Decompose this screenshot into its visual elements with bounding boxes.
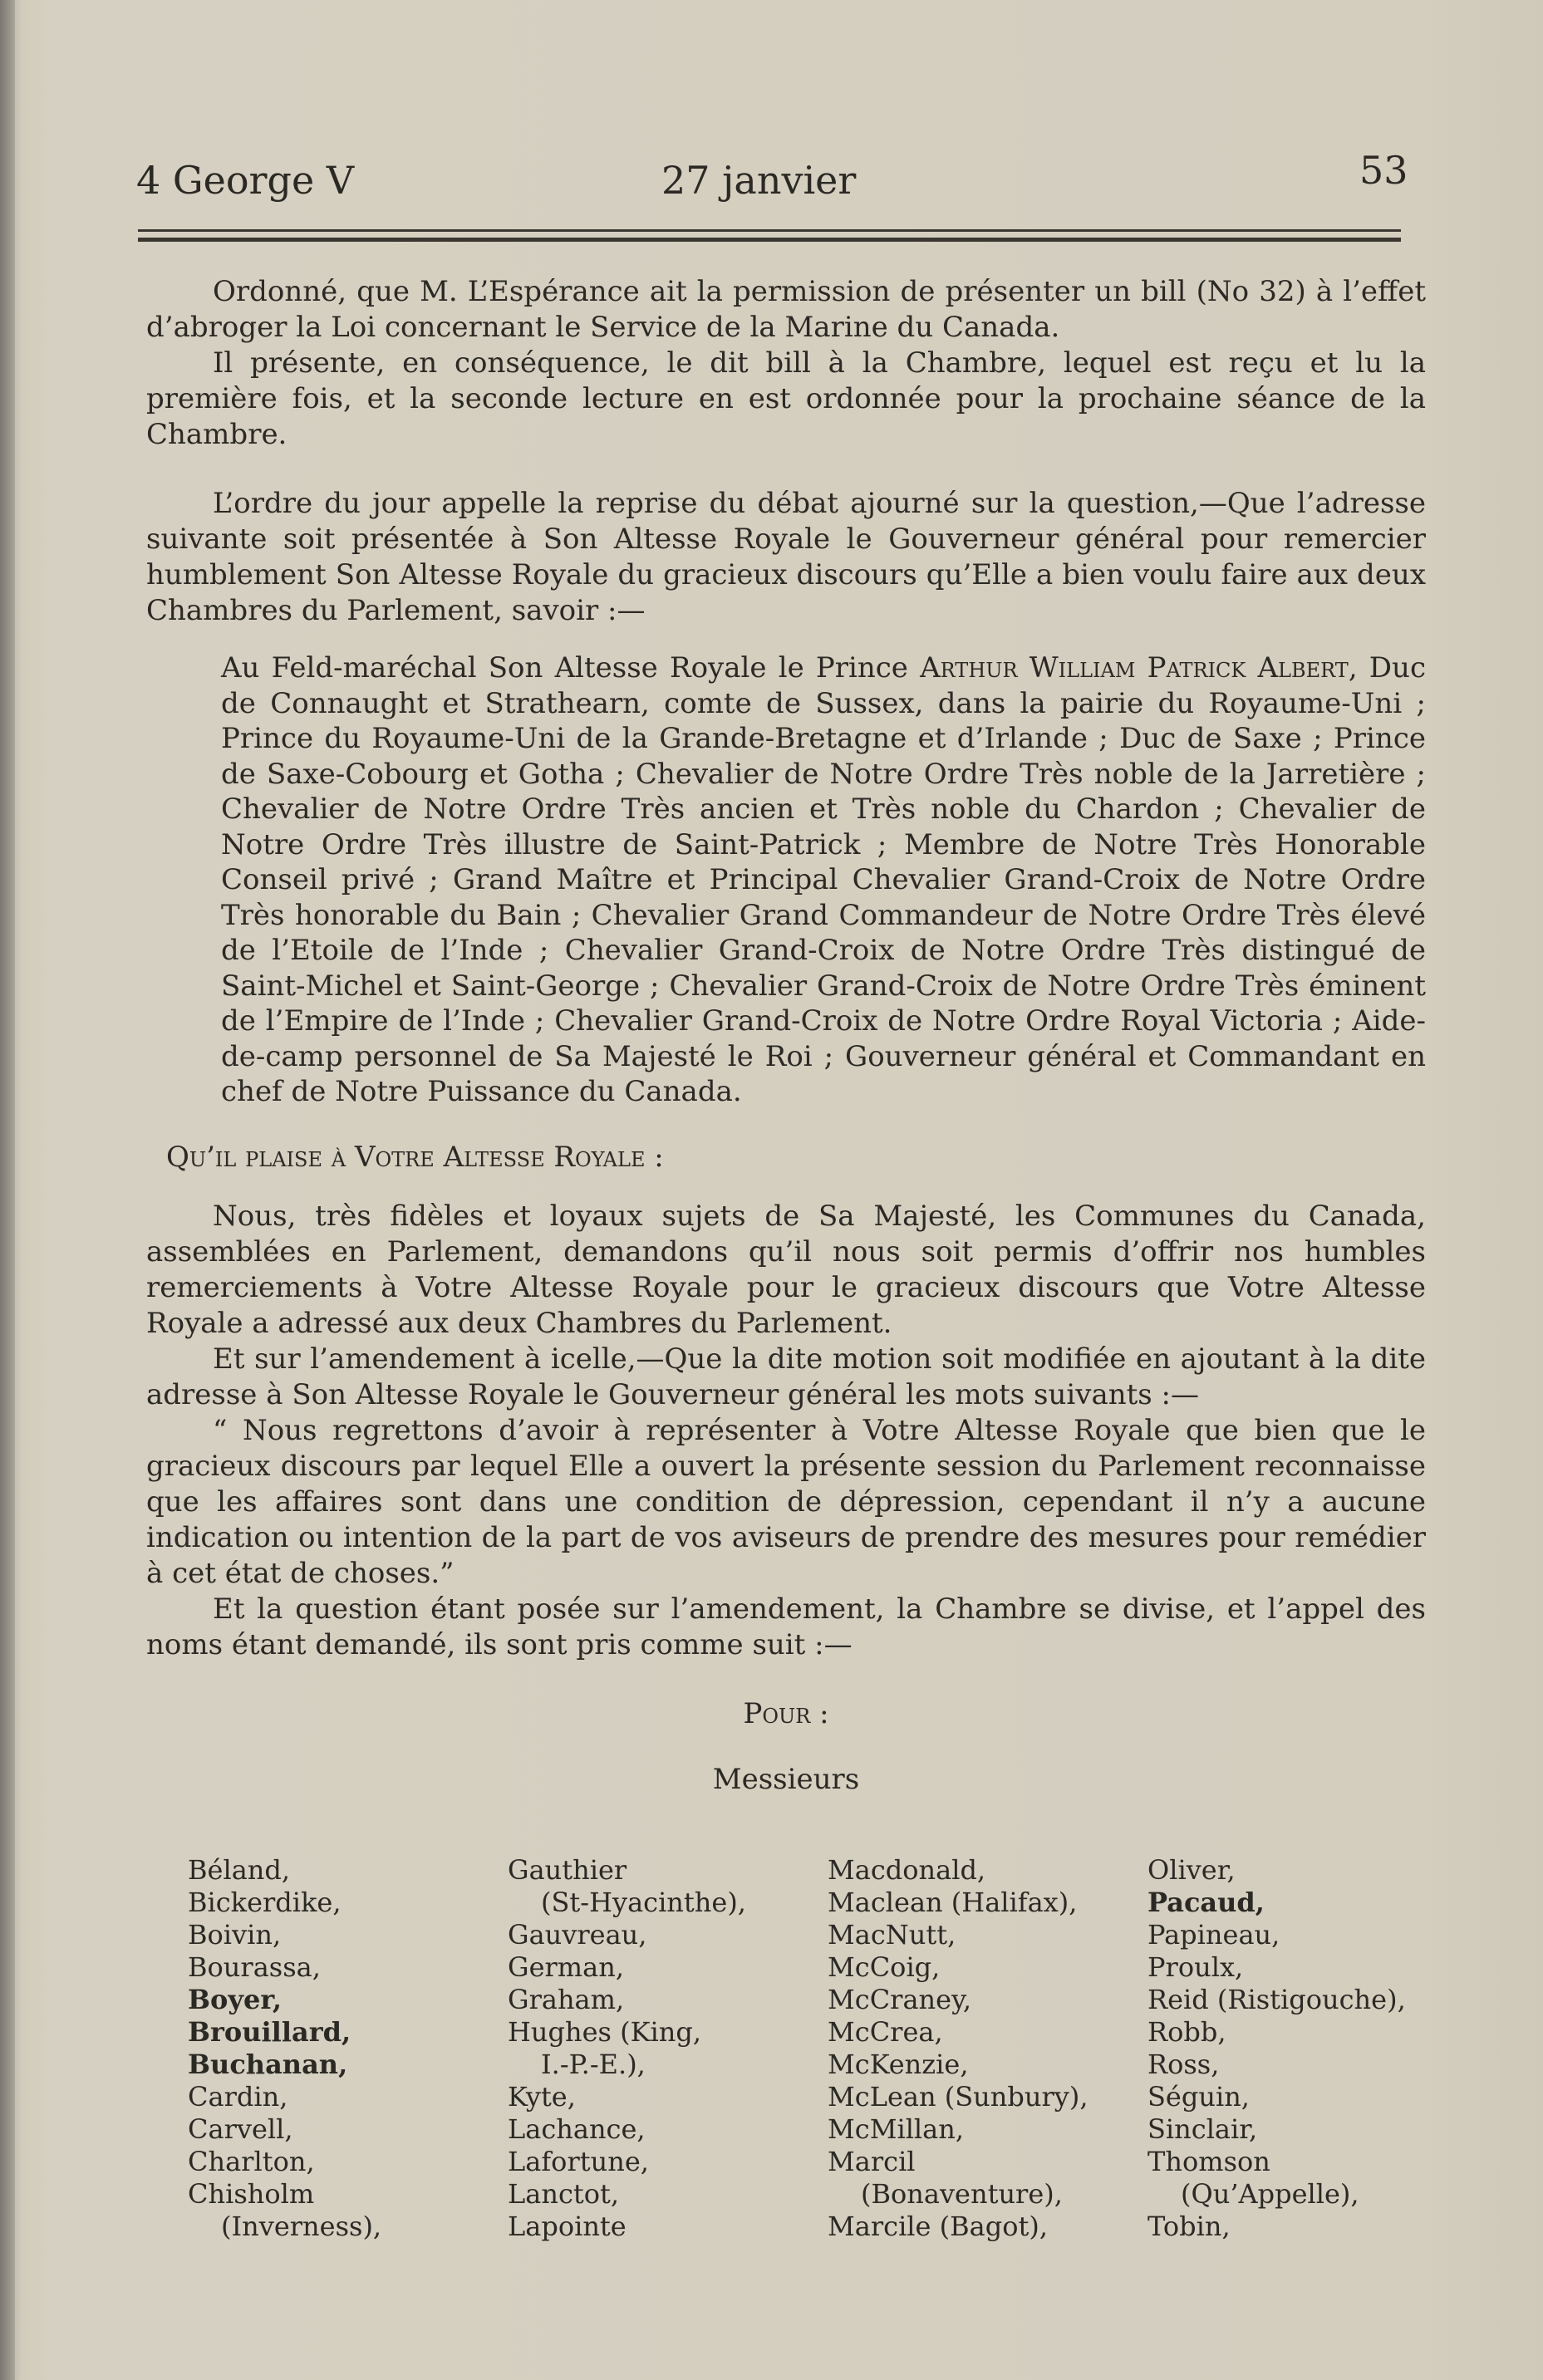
member-name: Séguin, [1147,2081,1250,2113]
member-name: McKenzie, [828,2049,969,2080]
member-name: Charlton, [188,2146,315,2177]
vote-heading-pour: Pour : [743,1696,829,1730]
names-column-2 [508,1854,828,2243]
member-name: Oliver, [1147,1854,1236,1886]
member-name: Gauvreau, [508,1919,647,1951]
paragraph-amendment-text: “ Nous regrettons d’avoir à représenter à Votre Altesse Royale que bien que le gracieux discours par lequel Elle a ouvert la présente session du Parlement reconnaisse que les affaires sont dans une condition de dépression, cependant il n’y a aucune indication ou intention de la part de vos aviseurs de prendre des mesures pour remédier à cet état de choses.” [146,1413,1426,1590]
member-name: Robb, [1147,2016,1226,2048]
paragraph-division: Et la question étant posée sur l’amendement, la Chambre se divise, et l’appel des noms étant demandé, ils sont pris comme suit :— [146,1592,1426,1661]
member-name: Béland, [188,1854,291,1886]
member-name: Brouillard, [188,2016,351,2048]
names-column-3 [828,1854,1147,2243]
names-column-4 [1147,1854,1467,2243]
paragraph-order: Ordonné, que M. L’Espérance ait la permission de présenter un bill (No 32) à l’effet d’abroger la Loi concernant le Service de la Marine du Canada. [146,275,1426,344]
running-head-left: 4 George V [136,158,355,203]
member-name: Boyer, [188,1984,283,2015]
names-column-1 [188,1854,508,2243]
member-name: Papineau, [1147,1919,1280,1951]
member-name: Tobin, [1147,2211,1231,2242]
member-name: Cardin, [188,2081,288,2113]
paragraph-order-of-day: L’ordre du jour appelle la reprise du débat ajourné sur la question,—Que l’adresse suivante soit présentée à Son Altesse Royale le Gouverneur général pour remercier humblement Son Altesse Royale du gracieux discours qu’Elle a bien voulu faire aux deux Chambres du Parlement, savoir :— [146,487,1426,627]
member-name: McLean (Sunbury), [828,2081,1088,2113]
member-name: Pacaud, [1147,1887,1265,1918]
member-name: Carvell, [188,2113,293,2145]
address-titles: , Duc de Connaught et Strathearn, comte de Sussex, dans la pairie du Royaume-Uni ; Prince du Royaume-Uni de la Grande-Bretagne et d’Irlande ; Duc de Saxe ; Prince de Saxe-Cobourg et Gotha ; Chevalier de Notre Ordre Très noble de la Jarretière ; Chevalier de Notre Ordre Très ancien et Très noble du Chardon ; Chevalier de Notre Ordre Très illustre de Saint-Patrick ; Membre de Notre Très Honorable Conseil privé ; Grand Maître et Principal Chevalier Grand-Croix de Notre Ordre Très honorable du Bain ; Chevalier Grand Commandeur de Notre Ordre Très élevé de l’Etoile de l’Inde ; Chevalier Grand-Croix de Notre Ordre Très distingué de Saint-Michel et Saint-George ; Chevalier Grand-Croix de Notre Ordre Très éminent de l’Empire de l’Inde ; Chevalier Grand-Croix de Notre Ordre Royal Victoria ; Aide-de-camp personnel de Sa Majesté le Roi ; Gouverneur général et Commandant en chef de Notre Puissance du Canada. [221,651,1426,1108]
journal-text [146,274,1426,1798]
member-name: Kyte, [508,2081,576,2113]
member-name: Gauthier [508,1854,627,1886]
member-name-continuation: (St-Hyacinthe), [541,1887,746,1918]
paragraph-address-body: Nous, très fidèles et loyaux sujets de Sa Majesté, les Communes du Canada, assemblées en Parlement, demandons qu’il nous soit permis d’offrir nos humbles remerciements à Votre Altesse Royale pour le gracieux discours que Votre Altesse Royale a adressé aux deux Chambres du Parlement. [146,1199,1426,1340]
member-name: Ross, [1147,2049,1220,2080]
vote-subheading-messieurs: Messieurs [712,1762,860,1796]
member-name: McMillan, [828,2113,965,2145]
address-prefix: Au Feld-maréchal Son Altesse Royale le Prince [221,651,921,685]
header-rule-thick [138,238,1401,242]
member-name: Thomson [1147,2146,1270,2177]
address-salutation: Qu’il plaise à Votre Altesse Royale : [166,1140,664,1174]
member-name: McCoig, [828,1951,941,1983]
paragraph-amendment: Et sur l’amendement à icelle,—Que la dite motion soit modifiée en ajoutant à la dite adresse à Son Altesse Royale le Gouverneur général les mots suivants :— [146,1342,1426,1411]
address-to-governor [221,650,1426,1110]
member-name: MacNutt, [828,1919,956,1951]
prince-name: Arthur William Patrick Albert [920,651,1349,685]
member-name: Buchanan, [188,2049,348,2080]
member-name: Chisholm [188,2178,315,2210]
member-name: Lafortune, [508,2146,649,2177]
member-name-continuation: I.-P.-E.), [541,2049,646,2080]
member-name: Reid (Ristigouche), [1147,1984,1406,2015]
book-spine-shadow [0,0,15,2380]
member-name: Marcile (Bagot), [828,2211,1048,2242]
member-name-continuation: (Bonaventure), [861,2178,1063,2210]
member-name-continuation: (Qu’Appelle), [1181,2178,1359,2210]
member-name: Lapointe [508,2211,627,2242]
paragraph-bill: Il présente, en conséquence, le dit bill à la Chambre, lequel est reçu et lu la première fois, et la seconde lecture en est ordonnée pour la prochaine séance de la Chambre. [146,346,1426,451]
member-name: German, [508,1951,624,1983]
member-name: Bourassa, [188,1951,321,1983]
member-name: Sinclair, [1147,2113,1258,2145]
member-name: McCraney, [828,1984,972,2015]
running-head-date: 27 janvier [661,158,857,203]
member-name: Bickerdike, [188,1887,342,1918]
member-name: Boivin, [188,1919,282,1951]
member-name: McCrea, [828,2016,943,2048]
member-name: Proulx, [1147,1951,1244,1983]
header-rule-thin [138,229,1401,232]
member-name: Lanctot, [508,2178,620,2210]
vote-name-list [188,1854,1467,2243]
member-name: Marcil [828,2146,916,2177]
member-name-continuation: (Inverness), [221,2211,382,2242]
member-name: Hughes (King, [508,2016,702,2048]
member-name: Lachance, [508,2113,646,2145]
member-name: Graham, [508,1984,625,2015]
member-name: Maclean (Halifax), [828,1887,1078,1918]
page-number: 53 [1359,148,1408,193]
member-name: Macdonald, [828,1854,986,1886]
